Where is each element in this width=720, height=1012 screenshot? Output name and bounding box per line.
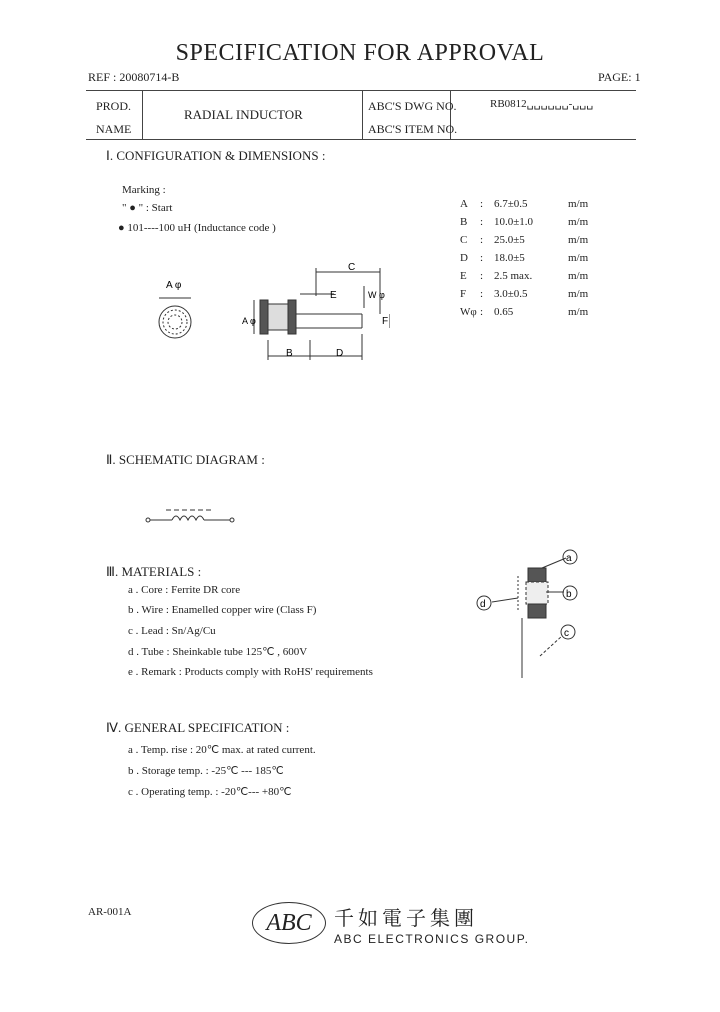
dimension-table xyxy=(460,198,610,324)
dimension-key: Wφ xyxy=(460,306,477,318)
dimension-unit: m/m xyxy=(568,198,589,210)
label-d: D xyxy=(336,348,344,359)
dimension-row xyxy=(460,198,610,216)
dimension-drawing xyxy=(150,256,390,366)
dwg-value: RB0812␣␣␣␣␣␣-␣␣␣ xyxy=(490,98,594,110)
dwg-label: ABC'S DWG NO. xyxy=(368,99,457,113)
dimension-key: F xyxy=(460,288,467,300)
top-view-circle xyxy=(159,298,191,338)
header-table xyxy=(86,90,636,140)
spec-operating-temp: c . Operating temp. : -20℃--- +80℃ xyxy=(128,786,292,798)
dimension-key: A xyxy=(460,198,468,210)
materials-drawing xyxy=(466,546,596,682)
dimension-key: C xyxy=(460,234,468,246)
dimension-row xyxy=(460,252,610,270)
dimension-sep: : xyxy=(480,288,484,300)
company-name-cn: 千如電子集團 xyxy=(334,906,478,930)
wire-winding xyxy=(526,582,548,604)
company-logo: ABC xyxy=(252,902,326,944)
section-2-heading: Ⅱ. SCHEMATIC DIAGRAM : xyxy=(106,452,265,467)
label-a-phi-side: A φ xyxy=(242,316,256,326)
item-label: ABC'S ITEM NO. xyxy=(368,122,458,136)
dimension-value: 10.0±1.0 xyxy=(494,216,534,228)
label-a-phi-top: A φ xyxy=(166,280,182,291)
spec-storage-temp: b . Storage temp. : -25℃ --- 185℃ xyxy=(128,765,284,777)
material-wire: b . Wire : Enamelled copper wire (Class F) xyxy=(128,604,317,616)
dimension-unit: m/m xyxy=(568,252,589,264)
dimension-key: B xyxy=(460,216,468,228)
dimension-row xyxy=(460,270,610,288)
dimension-sep: : xyxy=(480,234,484,246)
label-e: E xyxy=(330,290,337,301)
dimension-key: E xyxy=(460,270,467,282)
material-lead: c . Lead : Sn/Ag/Cu xyxy=(128,625,216,637)
dimension-sep: : xyxy=(480,252,484,264)
dimension-value: 0.65 xyxy=(494,306,514,318)
marking-start: " ● " : Start xyxy=(122,202,173,214)
callout-d: d xyxy=(480,599,486,610)
company-name-en: ABC ELECTRONICS GROUP. xyxy=(334,932,530,946)
callout-b: b xyxy=(566,589,572,600)
ref-number: REF : 20080714-B xyxy=(88,70,180,84)
dimension-value: 2.5 max. xyxy=(494,270,533,282)
dimension-sep: : xyxy=(480,270,484,282)
core-bottom xyxy=(528,604,546,618)
schematic-symbol xyxy=(142,506,252,532)
dimension-unit: m/m xyxy=(568,234,589,246)
dimension-unit: m/m xyxy=(568,270,589,282)
dimension-key: D xyxy=(460,252,468,264)
form-code: AR-001A xyxy=(88,906,132,918)
marking-code: ● 101----100 uH (Inductance code ) xyxy=(118,222,276,234)
dimension-unit: m/m xyxy=(568,216,589,228)
product-name: RADIAL INDUCTOR xyxy=(184,107,303,122)
section-3-heading: Ⅲ. MATERIALS : xyxy=(106,564,202,579)
header-divider xyxy=(362,91,363,139)
dimension-row xyxy=(460,216,610,234)
page-number: PAGE: 1 xyxy=(598,70,641,84)
dimension-sep: : xyxy=(480,198,484,210)
core-top xyxy=(528,568,546,582)
page-title: SPECIFICATION FOR APPROVAL xyxy=(175,40,545,66)
material-remark: e . Remark : Products comply with RoHS' requirements xyxy=(128,666,373,678)
dimension-row xyxy=(460,288,610,306)
callout-c: c xyxy=(564,628,569,639)
marking-label: Marking : xyxy=(122,184,166,196)
material-tube: d . Tube : Sheinkable tube 125℃ , 600V xyxy=(128,646,308,658)
dimension-row xyxy=(460,306,610,324)
dimension-unit: m/m xyxy=(568,288,589,300)
section-1-heading: Ⅰ. CONFIGURATION & DIMENSIONS : xyxy=(106,148,326,163)
dimension-sep: : xyxy=(480,216,484,228)
label-c: C xyxy=(348,262,356,273)
prod-label: PROD. xyxy=(96,99,132,113)
dimension-value: 18.0±5 xyxy=(494,252,525,264)
dimension-unit: m/m xyxy=(568,306,589,318)
name-label: NAME xyxy=(96,122,132,136)
spec-temp-rise: a . Temp. rise : 20℃ max. at rated current. xyxy=(128,744,316,756)
inductor-side-view xyxy=(254,268,390,360)
dimension-row xyxy=(460,234,610,252)
dimension-sep: : xyxy=(480,306,484,318)
dimension-value: 6.7±0.5 xyxy=(494,198,528,210)
callout-a: a xyxy=(566,553,572,564)
section-4-heading: Ⅳ. GENERAL SPECIFICATION : xyxy=(106,720,290,735)
label-f: F xyxy=(382,316,389,327)
dimension-value: 25.0±5 xyxy=(494,234,525,246)
header-divider xyxy=(142,91,143,139)
dimension-value: 3.0±0.5 xyxy=(494,288,528,300)
label-w-phi: W φ xyxy=(368,290,385,300)
label-b: B xyxy=(286,348,293,359)
coil-icon xyxy=(146,510,234,522)
material-core: a . Core : Ferrite DR core xyxy=(128,584,241,596)
